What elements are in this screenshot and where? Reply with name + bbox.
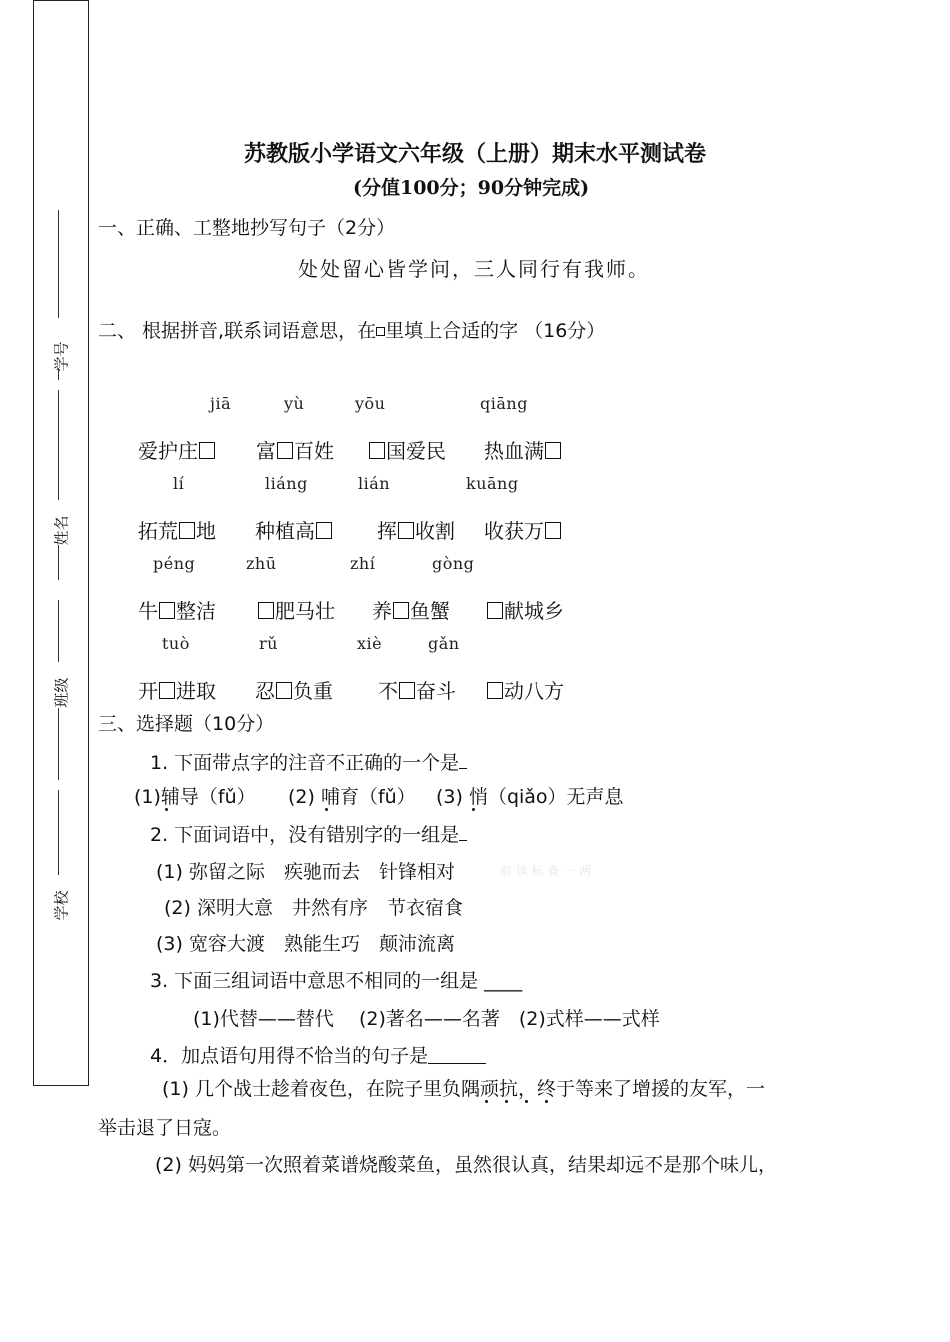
- q2-option-1[interactable]: (1) 弥留之际 疾驰而去 针锋相对: [156, 861, 455, 883]
- pinyin: gǎn: [428, 634, 460, 653]
- pinyin: lí: [173, 474, 185, 493]
- q1-option-1[interactable]: (1)辅导（fǔ）: [134, 786, 256, 808]
- school-label: 学校: [52, 890, 71, 921]
- emphasis-dot: [165, 808, 168, 811]
- school-field[interactable]: [44, 790, 74, 930]
- faint-watermark-text: 前 读 标 查 一 两: [500, 864, 592, 878]
- word-item: 不 奋斗: [378, 679, 456, 703]
- class-field[interactable]: [44, 600, 74, 780]
- answer-box[interactable]: [276, 682, 292, 699]
- pinyin: xiè: [357, 634, 383, 653]
- section2-heading-post: 里填上合适的字 （16分）: [385, 320, 606, 342]
- answer-box[interactable]: [159, 682, 175, 699]
- answer-box[interactable]: [277, 442, 293, 459]
- student-id-field[interactable]: [44, 210, 74, 380]
- q1-option-2[interactable]: (2) 哺育（fǔ）: [288, 786, 416, 808]
- q3-options[interactable]: (1)代替——替代 (2)著名——名著 (2)式样——式样: [193, 1008, 660, 1030]
- answer-box[interactable]: [545, 522, 561, 539]
- q4-option-1-cont: 举击退了日寇。: [98, 1117, 232, 1139]
- name-label: 姓名: [52, 515, 71, 546]
- section1-heading: 一、正确、工整地抄写句子（2分）: [98, 217, 396, 239]
- emphasis-dot: [525, 1100, 528, 1103]
- page-title: 苏教版小学语文六年级（上册）期末水平测试卷: [243, 142, 706, 167]
- answer-box[interactable]: [399, 682, 415, 699]
- emphasis-dot: [545, 1100, 548, 1103]
- q2-option-2[interactable]: (2) 深明大意 井然有序 节衣宿食: [164, 897, 463, 919]
- word-item: 动八方: [486, 675, 564, 704]
- class-line: [58, 600, 59, 662]
- word-item: 爱护庄: [138, 435, 216, 464]
- pinyin: péng: [153, 554, 196, 573]
- answer-box[interactable]: [159, 602, 175, 619]
- q4-option-1[interactable]: (1) 几个战士趁着夜色，在院子里负隅顽抗，终于等来了增援的友军，一: [162, 1078, 765, 1100]
- pinyin: liáng: [265, 474, 308, 493]
- student-id-line: [58, 210, 59, 318]
- q2-stem: 2. 下面词语中，没有错别字的一组是: [150, 820, 467, 847]
- word-item: 献城乡: [486, 595, 564, 624]
- word-item: 肥马壮: [257, 595, 335, 624]
- q1-stem: 1. 下面带点字的注音不正确的一个是: [150, 748, 467, 775]
- word-item: 忍 负重: [255, 679, 333, 703]
- pinyin: zhí: [350, 554, 376, 573]
- word-item: 收获万: [484, 515, 562, 544]
- word-item: 国爱民: [368, 435, 446, 464]
- answer-box[interactable]: [487, 602, 503, 619]
- word-item: 富 百姓: [256, 439, 334, 463]
- pinyin: jiā: [210, 394, 232, 413]
- pinyin: yōu: [355, 394, 386, 413]
- pinyin: tuò: [162, 634, 190, 653]
- answer-box[interactable]: [398, 522, 414, 539]
- section2-heading: [98, 316, 605, 343]
- answer-box[interactable]: [199, 442, 215, 459]
- word-item: 热血满: [484, 435, 562, 464]
- emphasis-dot: [325, 808, 328, 811]
- school-line: [58, 790, 59, 875]
- student-id-label: 学号: [52, 341, 71, 372]
- answer-box[interactable]: [545, 442, 561, 459]
- pinyin: qiāng: [480, 394, 528, 413]
- emphasis-dot: [472, 808, 475, 811]
- word-item: 种植高: [255, 515, 333, 544]
- name-field[interactable]: [44, 390, 74, 580]
- pinyin: yù: [284, 394, 305, 413]
- emphasis-dot: [505, 1100, 508, 1103]
- section2-heading-pre: 二、 根据拼音,联系词语意思，在: [98, 320, 377, 342]
- page-subtitle: (分值100分；90分钟完成): [353, 177, 590, 199]
- copy-sentence: 处处留心皆学问，三人同行有我师。: [298, 257, 650, 281]
- word-item: 开 进取: [138, 679, 216, 703]
- q2-option-3[interactable]: (3) 宽容大渡 熟能生巧 颠沛流离: [156, 933, 455, 955]
- word-item: 挥 收割: [377, 519, 455, 543]
- q3-stem: 3. 下面三组词语中意思不相同的一组是 ____: [150, 970, 523, 992]
- emphasis-dot: [485, 1100, 488, 1103]
- answer-blank[interactable]: [428, 1045, 486, 1064]
- answer-box[interactable]: [258, 602, 274, 619]
- class-label: 班级: [52, 677, 71, 708]
- small-box-icon: [376, 327, 385, 336]
- q1-option-3[interactable]: (3) 悄（qiǎo）无声息: [436, 786, 624, 808]
- answer-box[interactable]: [369, 442, 385, 459]
- name-line: [58, 390, 59, 500]
- answer-box[interactable]: [316, 522, 332, 539]
- word-item: 牛 整洁: [138, 599, 216, 623]
- word-item: 养 鱼蟹: [372, 599, 450, 623]
- pinyin: gòng: [432, 554, 475, 573]
- pinyin: kuāng: [466, 474, 519, 493]
- q4-stem: 4．加点语句用得不恰当的句子是: [150, 1041, 486, 1068]
- section3-heading: 三、选择题（10分）: [98, 713, 275, 735]
- pinyin: lián: [358, 474, 391, 493]
- answer-box[interactable]: [179, 522, 195, 539]
- pinyin: zhū: [246, 554, 277, 573]
- word-item: 拓荒 地: [138, 519, 216, 543]
- pinyin: rǔ: [259, 634, 278, 653]
- answer-box[interactable]: [393, 602, 409, 619]
- q4-option-2[interactable]: (2) 妈妈第一次照着菜谱烧酸菜鱼，虽然很认真，结果却远不是那个味儿，: [155, 1154, 777, 1176]
- answer-box[interactable]: [487, 682, 503, 699]
